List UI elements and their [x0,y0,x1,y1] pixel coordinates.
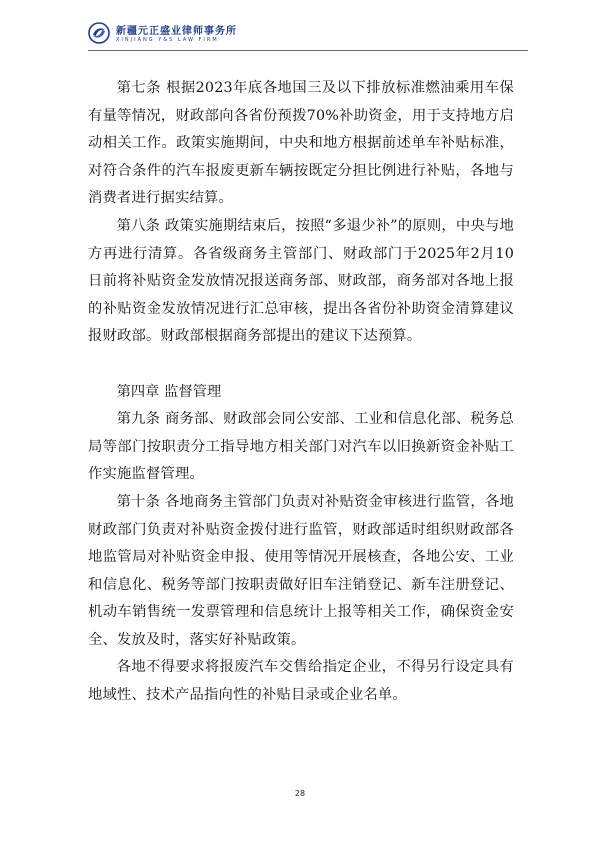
article-10-paragraph: 第十条 各地商务主管部门负责对补贴资金审核进行监管，各地财政部门负责对补贴资金拨付进行监管，财政部适时组织财政部各地监管局对补贴资金申报、使用等情况开展核查，各地公安、工业和信息化、税务等部门按职责做好旧车注销登记、新车注册登记、机动车销售统一发票管理和信息统计上报等相关工作，确保资金安全、发放及时，落实好补贴政策。 [88,493,514,648]
firm-name-chinese: 新疆元正盛业律师事务所 [116,26,237,37]
article-9-paragraph: 第九条 商务部、财政部会同公安部、工业和信息化部、税务总局等部门按职责分工指导地方相关部门对汽车以旧换新资金补贴工作实施监督管理。 [88,411,514,483]
letterhead [88,20,528,50]
article-8-paragraph: 第八条 政策实施期结束后，按照“多退少补”的原则，中央与地方再进行清算。各省级商务主管部门、财政部门于2025年2月10日前将补贴资金发放情况报送商务部、财政部，商务部对各地上报的补贴资金发放情况进行汇总审核，提出各省份补助资金清算建议报财政部。财政部根据商务部提出的建议下达预算。 [88,217,514,345]
article-7-paragraph: 第七条 根据2023年底各地国三及以下排放标准燃油乘用车保有量等情况，财政部向各省份预拨70%补助资金，用于支持地方启动相关工作。政策实施期间，中央和地方根据前述单车补贴标准，对符合条件的汽车报废更新车辆按既定分担比例进行补贴，各地与消费者进行据实结算。 [88,80,514,207]
document-body [88,75,514,710]
article-10-supplement-paragraph: 各地不得要求将报废汽车交售给指定企业，不得另行设定具有地域性、技术产品指向性的补贴目录或企业名单。 [88,659,514,704]
page-number: 28 [294,789,306,798]
firm-name-english: XINJIANG Y&S LAW FIRM [116,37,219,43]
firm-logo-icon [88,22,110,44]
chapter-heading: 第四章 监督管理 [116,383,222,400]
header-divider [88,50,528,51]
